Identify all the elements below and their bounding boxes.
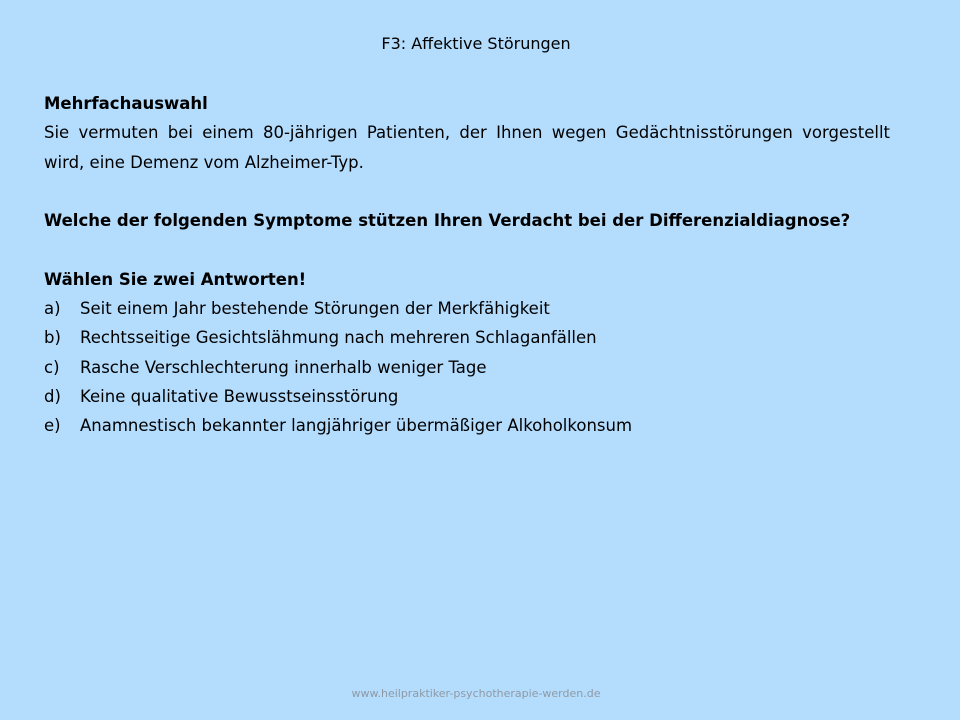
spacer bbox=[44, 235, 890, 264]
footer-url: www.heilpraktiker-psychotherapie-werden.de bbox=[351, 687, 601, 700]
answer-item-b bbox=[44, 323, 890, 352]
spacer bbox=[44, 177, 890, 206]
answer-letter: d) bbox=[44, 386, 61, 406]
answer-letter: c) bbox=[44, 357, 60, 377]
answer-item-e bbox=[44, 411, 890, 440]
scenario-text: Sie vermuten bei einem 80-jährigen Patienten, der Ihnen wegen Gedächtnisstörungen vorgestellt wird, eine Demenz vom Alzheimer-Typ. bbox=[44, 123, 890, 172]
answer-letter: e) bbox=[44, 416, 61, 436]
answer-text: Keine qualitative Bewusstseinsstörung bbox=[80, 386, 399, 406]
slide-content bbox=[44, 89, 890, 441]
answer-text: Seit einem Jahr bestehende Störungen der Merkfähigkeit bbox=[80, 299, 550, 319]
answer-list bbox=[44, 294, 890, 440]
answer-item-a bbox=[44, 294, 890, 323]
answer-item-c bbox=[44, 353, 890, 382]
answer-letter: a) bbox=[44, 299, 61, 319]
answer-text: Rasche Verschlechterung innerhalb weniger Tage bbox=[80, 357, 487, 377]
slide-title: F3: Affektive Störungen bbox=[381, 34, 571, 53]
question-text: Welche der folgenden Symptome stützen Ihren Verdacht bei der Differenzialdiagnose? bbox=[44, 211, 851, 231]
answer-item-d bbox=[44, 382, 890, 411]
answer-text: Anamnestisch bekannter langjähriger übermäßiger Alkoholkonsum bbox=[80, 416, 633, 436]
answer-text: Rechtsseitige Gesichtslähmung nach mehreren Schlaganfällen bbox=[80, 328, 597, 348]
instruction-text: Wählen Sie zwei Antworten! bbox=[44, 269, 307, 289]
question-type-heading: Mehrfachauswahl bbox=[44, 94, 208, 113]
answer-letter: b) bbox=[44, 328, 61, 348]
